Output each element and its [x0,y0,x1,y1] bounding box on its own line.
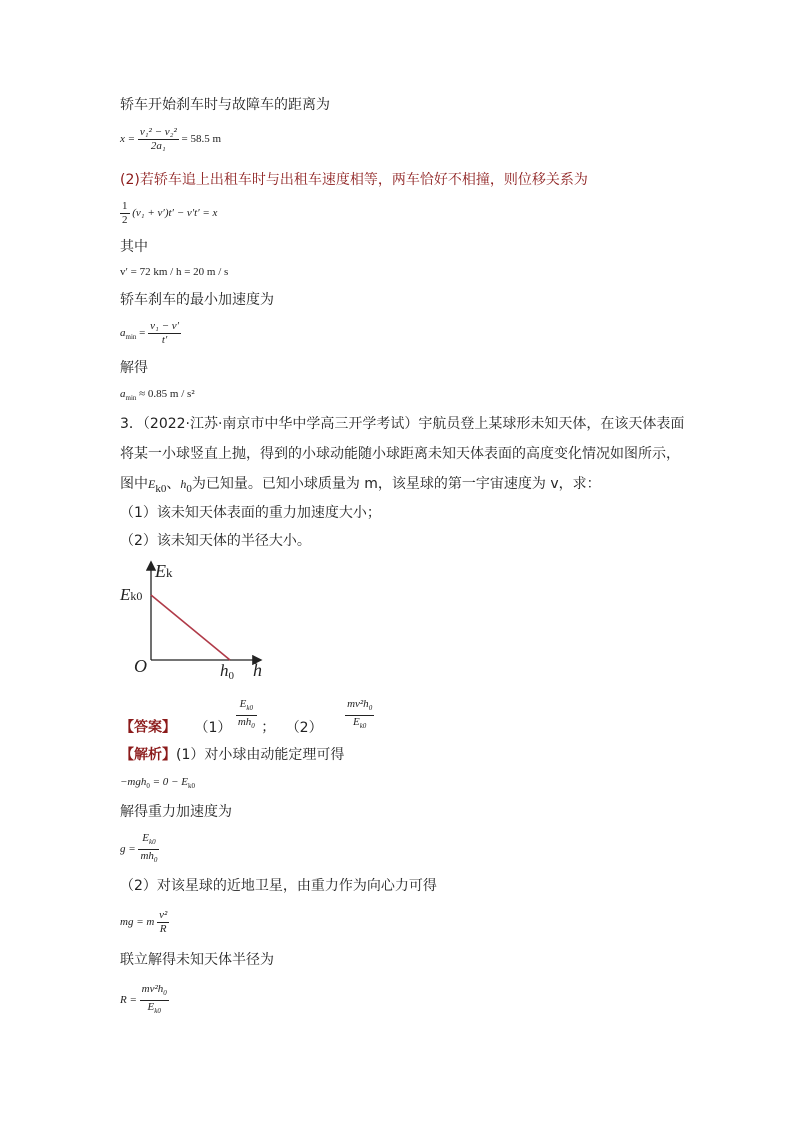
question-3-line-2: 将某一小球竖直上抛，得到的小球动能随小球距离未知天体表面的高度变化情况如图所示， [120,446,680,462]
step-text-where: 其中 [120,239,148,255]
equation-speed: v′ = 72 km / h = 20 m / s [120,266,229,278]
question-3-sub-1: （1）该未知天体表面的重力加速度大小； [120,505,381,521]
equation-distance: x = $\frac{\text{v₁² − v₂²}}{\text{2a₁}}$ = 58.5 m [120,126,222,152]
equation-min-accel: $a_{min}$ = $\frac{\text{v₁ − v′}}{t'}$ [120,320,180,346]
x-intercept-label: h0 [220,661,234,680]
analysis-text-2: 解得重力加速度为 [120,804,232,820]
answer-tag: 【答案】 [120,719,176,736]
answer-1-fraction: $\frac{E_{k0}}{mh_0}$ [237,698,255,731]
y-axis-label: Ek [155,561,173,581]
analysis-equation-3: mg = m $\frac{\text{v²}}{R}$ [120,909,168,935]
origin-label: O [134,656,147,676]
step-text-distance: 轿车开始刹车时与故障车的距离为 [120,97,330,113]
step-text-solve: 解得 [120,360,148,376]
ek-line [151,595,230,660]
x-axis-label: h [253,660,262,680]
answer-2-fraction: $\frac{mv^2h_0}{E_{k0}}$ [347,698,373,731]
analysis-text-4: 联立解得未知天体半径为 [120,952,274,968]
question-3-line-1: 3．（2022·江苏·南京市中华中学高三开学考试）宇航员登上某球形未知天体，在该天体表面 [120,416,685,432]
y-intercept-label: Ek0 [120,585,143,604]
question-3-line-3: 图中$E_{k0}$、$h_0$为已知量。已知小球质量为 m，该星球的第一宇宙速度为 v，求： [120,476,601,495]
step-text-min-accel: 轿车刹车的最小加速度为 [120,292,274,308]
analysis-equation-4: R = $\frac{mv^2h_0}{E_{k0}}$ [120,983,167,1016]
equation-min-accel-result: $a_{min} \approx 0.85$ m / s² [120,388,195,403]
answer-row: 【答案】 （1） $\frac{E_{k0}}{mh_0}$ ； （2） $\frac{mv^2h_0}{E_{k0}}$ [120,698,373,736]
analysis-text-3: （2）对该星球的近地卫星，由重力作为向心力可得 [120,878,437,894]
question-3-sub-2: （2）该未知天体的半径大小。 [120,533,311,549]
ek-h-graph [118,555,278,680]
analysis-intro: 【解析】(1）对小球由动能定理可得 [120,747,345,763]
analysis-equation-1: $-mgh_0 = 0 - E_{k0}$ [120,776,195,791]
step-text-condition: (2)若轿车追上出租车时与出租车速度相等，两车恰好不相撞，则位移关系为 [120,172,588,188]
analysis-tag: 【解析】 [120,747,176,763]
analysis-equation-2: g = $\frac{E_{k0}}{mh_0}$ [120,832,158,865]
equation-displacement: $\frac{1}{2}$ (v₁ + v′)t′ − v′t′ = x [122,200,218,226]
